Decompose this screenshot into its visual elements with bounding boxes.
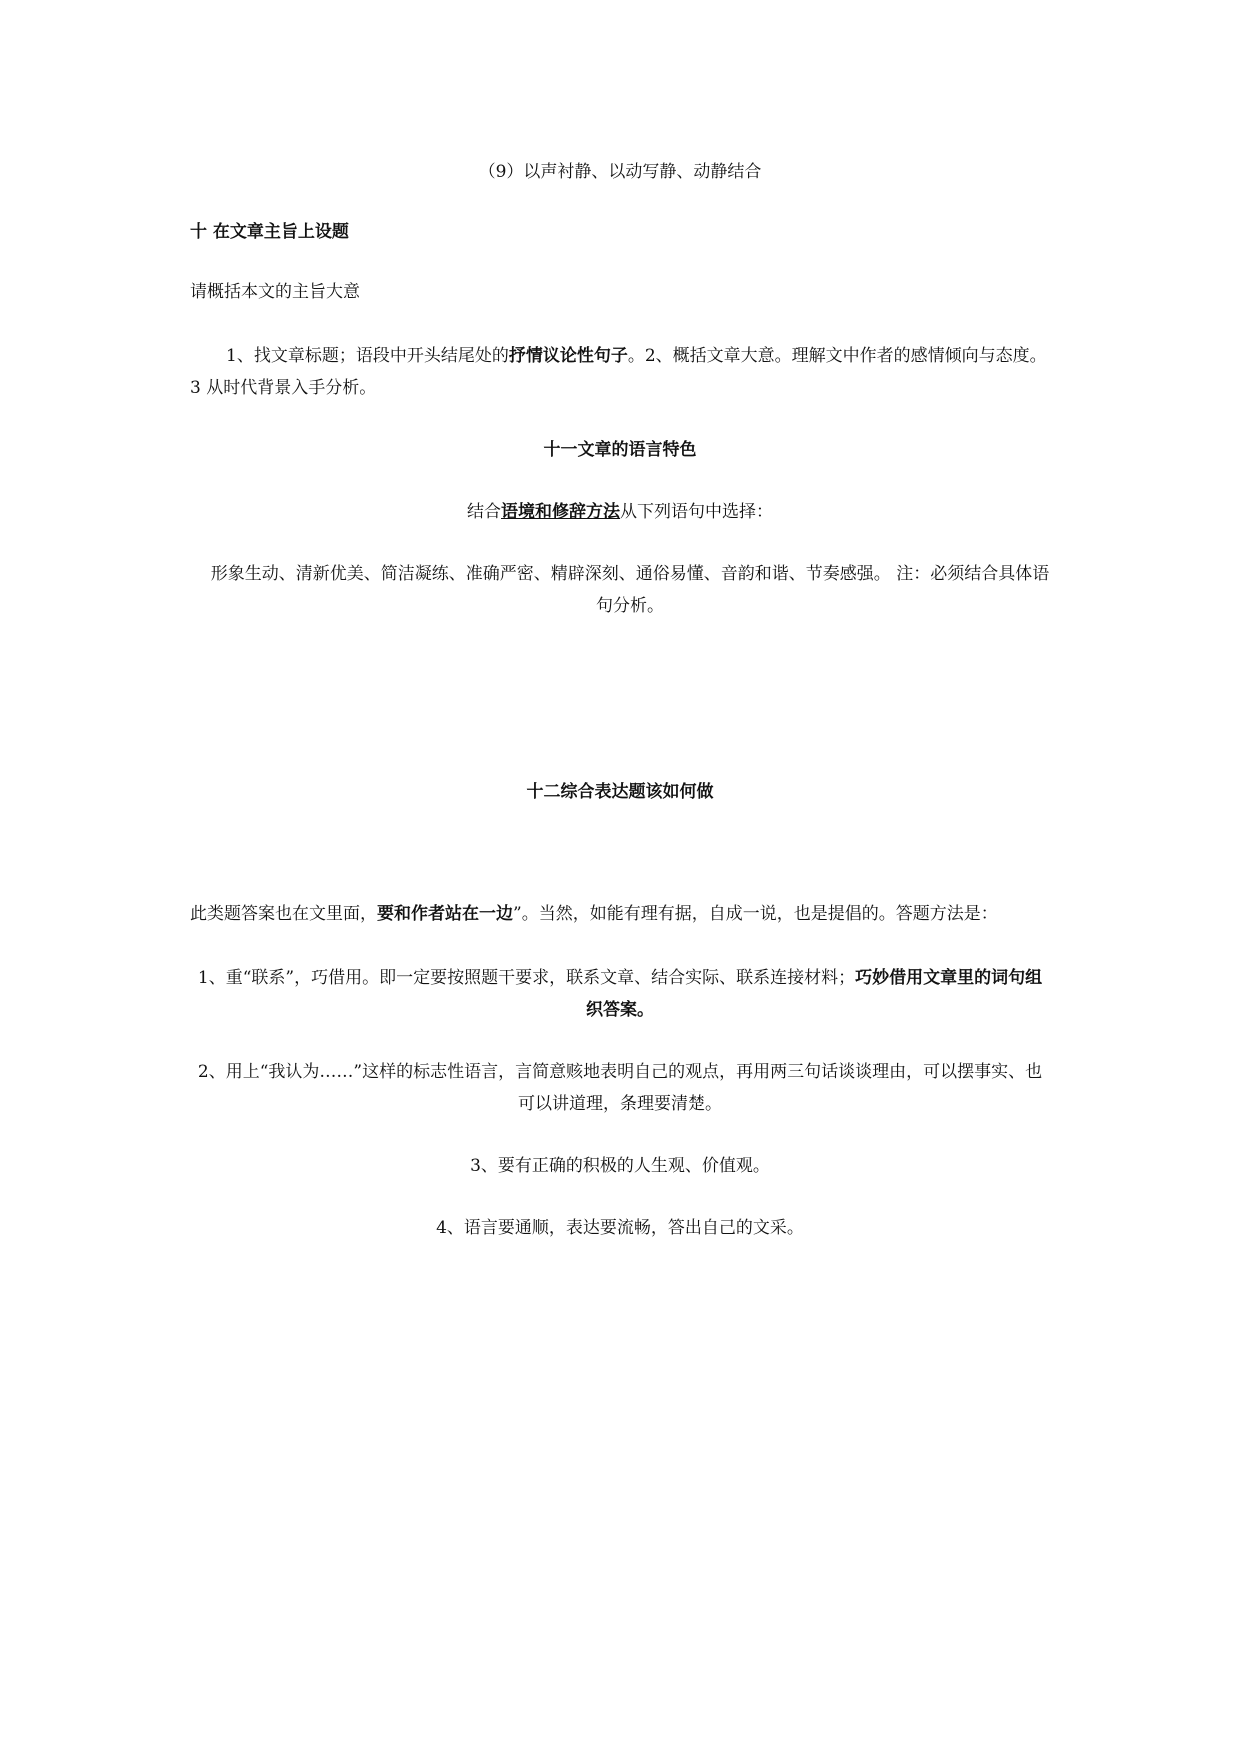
section-11-options: 形象生动、清新优美、简洁凝练、准确严密、精辟深刻、通俗易懂、音韵和谐、节奏感强。 注：必须结合具体语句分析。 [210, 564, 1050, 616]
section-12-point-4: 4、语言要通顺，表达要流畅，答出自己的文采。 [436, 1218, 804, 1238]
section-11-question-part1: 结合 [467, 502, 501, 522]
section-10-answer-emphasis: 抒情议论性句子 [508, 346, 628, 366]
section-10-answer-part1: 1、找文章标题；语段中开头结尾处的 [226, 346, 509, 366]
section-12-intro [190, 898, 1050, 930]
section-12-intro-part2: ”。当然，如能有理有据，自成一说，也是提倡的。答题方法是： [513, 904, 998, 924]
section-12-point-2: 2、用上“我认为……”这样的标志性语言，言简意赅地表明自己的观点，再用两三句话谈谈理由，可以摆事实、也可以讲道理，条理要清楚。 [197, 1062, 1043, 1114]
section-11-question-part2: 从下列语句中选择： [620, 502, 773, 522]
section-12-heading: 十二综合表达题该如何做 [526, 782, 714, 802]
section-12-point-1 [190, 962, 1050, 1026]
section-12-point-3: 3、要有正确的积极的人生观、价值观。 [470, 1156, 770, 1176]
section-10-answer-part2: 。2、概括文章大意。理解文中作者的感情倾向与态度。3 从时代背景入手分析。 [190, 346, 1047, 398]
section-10-heading: 十 在文章主旨上设题 [190, 222, 349, 242]
section-12-point-1-text: 1、重“联系”，巧借用。即一定要按照题干要求，联系文章、结合实际、联系连接材料； [197, 968, 856, 988]
section-11-question-emphasis: 语境和修辞方法 [501, 502, 620, 522]
section-10-answer [190, 340, 1050, 404]
item-9-line: （9）以声衬静、以动写静、动静结合 [478, 162, 762, 182]
section-11-heading: 十一文章的语言特色 [543, 440, 697, 460]
section-10-question: 请概括本文的主旨大意 [190, 282, 360, 302]
section-12-intro-emphasis: 要和作者站在一边 [377, 904, 513, 924]
section-12-point-1-emphasis: 巧妙借用文章里的词句组织答案。 [586, 968, 1043, 1020]
section-12-intro-part1: 此类题答案也在文里面， [190, 904, 377, 924]
section-11-question [190, 496, 1050, 528]
